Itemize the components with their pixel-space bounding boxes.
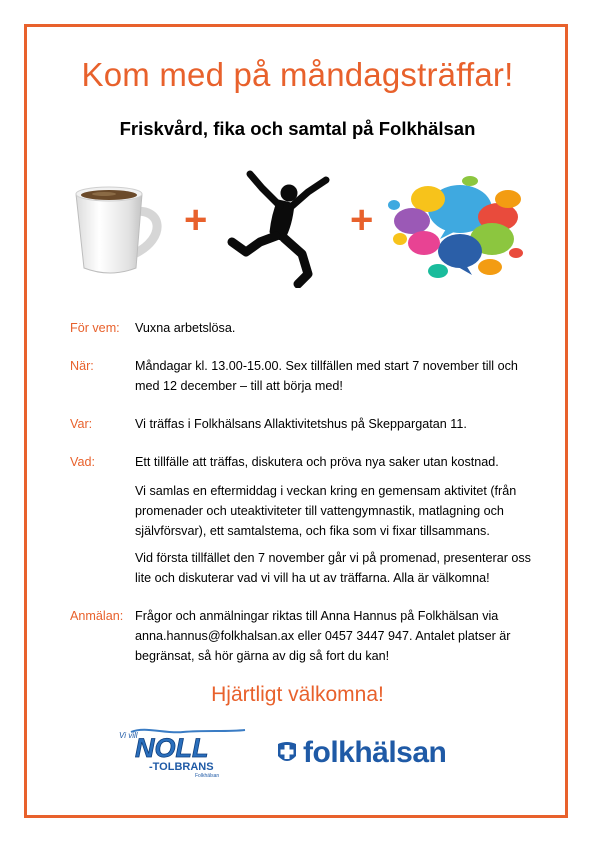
section-var bbox=[70, 414, 540, 434]
section-label: Vad: bbox=[70, 455, 95, 469]
section-text: Vuxna arbetslösa. bbox=[135, 321, 236, 335]
section-label: Anmälan: bbox=[70, 609, 124, 623]
coffee-cup-icon bbox=[70, 180, 175, 280]
section-label: När: bbox=[70, 359, 94, 373]
section-text: Måndagar kl. 13.00-15.00. Sex tillfällen med start 7 november till och med 12 december – till att börja med! bbox=[135, 359, 518, 393]
section-vad bbox=[70, 452, 540, 472]
folkhalsan-cross-icon bbox=[276, 740, 298, 766]
folkhalsan-logo bbox=[276, 735, 446, 771]
welcome-text: Hjärtligt välkomna! bbox=[211, 683, 384, 706]
section-vad-paragraph bbox=[70, 548, 540, 588]
section-text: Vid första tillfället den 7 november går vi på promenad, presenterar oss lite och diskuterar vad vi vill ha ut av träffarna. Alla är välkomna! bbox=[135, 551, 531, 585]
section-label: För vem: bbox=[70, 321, 120, 335]
section-for-vem bbox=[70, 318, 540, 338]
plus-sign: + bbox=[350, 198, 374, 242]
noll-sub-text: -TOLBRANS bbox=[149, 761, 214, 773]
noll-tolbrans-logo bbox=[105, 728, 255, 778]
noll-big-text: NOLL bbox=[135, 733, 209, 763]
section-text: Vi samlas en eftermiddag i veckan kring en gemensam aktivitet (från promenader och uteaktiviteter till vattengymnastik, matlagning och självförsvar), ett samtalstema, och fika som vi fixar tillsammans. bbox=[135, 484, 517, 538]
section-anmalan bbox=[70, 606, 540, 666]
section-text: Ett tillfälle att träffas, diskutera och pröva nya saker utan kostnad. bbox=[135, 455, 499, 469]
page-subtitle: Friskvård, fika och samtal på Folkhälsan bbox=[119, 118, 476, 139]
jumping-person-icon bbox=[226, 170, 336, 288]
noll-tiny-text: Folkhälsan bbox=[195, 773, 220, 778]
noll-small-text: Vi vill bbox=[119, 731, 138, 740]
section-text: Frågor och anmälningar riktas till Anna Hannus på Folkhälsan via anna.hannus@folkhalsan.ax eller 0457 3447 947. Antalet platser är begränsat, så hör gärna av dig så fort du kan! bbox=[135, 609, 511, 663]
page-title: Kom med på måndagsträffar! bbox=[81, 56, 514, 93]
section-nar bbox=[70, 356, 540, 396]
section-label: Var: bbox=[70, 417, 93, 431]
plus-sign: + bbox=[184, 198, 208, 242]
section-text: Vi träffas i Folkhälsans Allaktivitetshus på Skeppargatan 11. bbox=[135, 417, 467, 431]
section-vad-paragraph bbox=[70, 481, 540, 541]
speech-bubbles-icon bbox=[386, 175, 526, 285]
folkhalsan-name: folkhälsan bbox=[303, 736, 447, 769]
